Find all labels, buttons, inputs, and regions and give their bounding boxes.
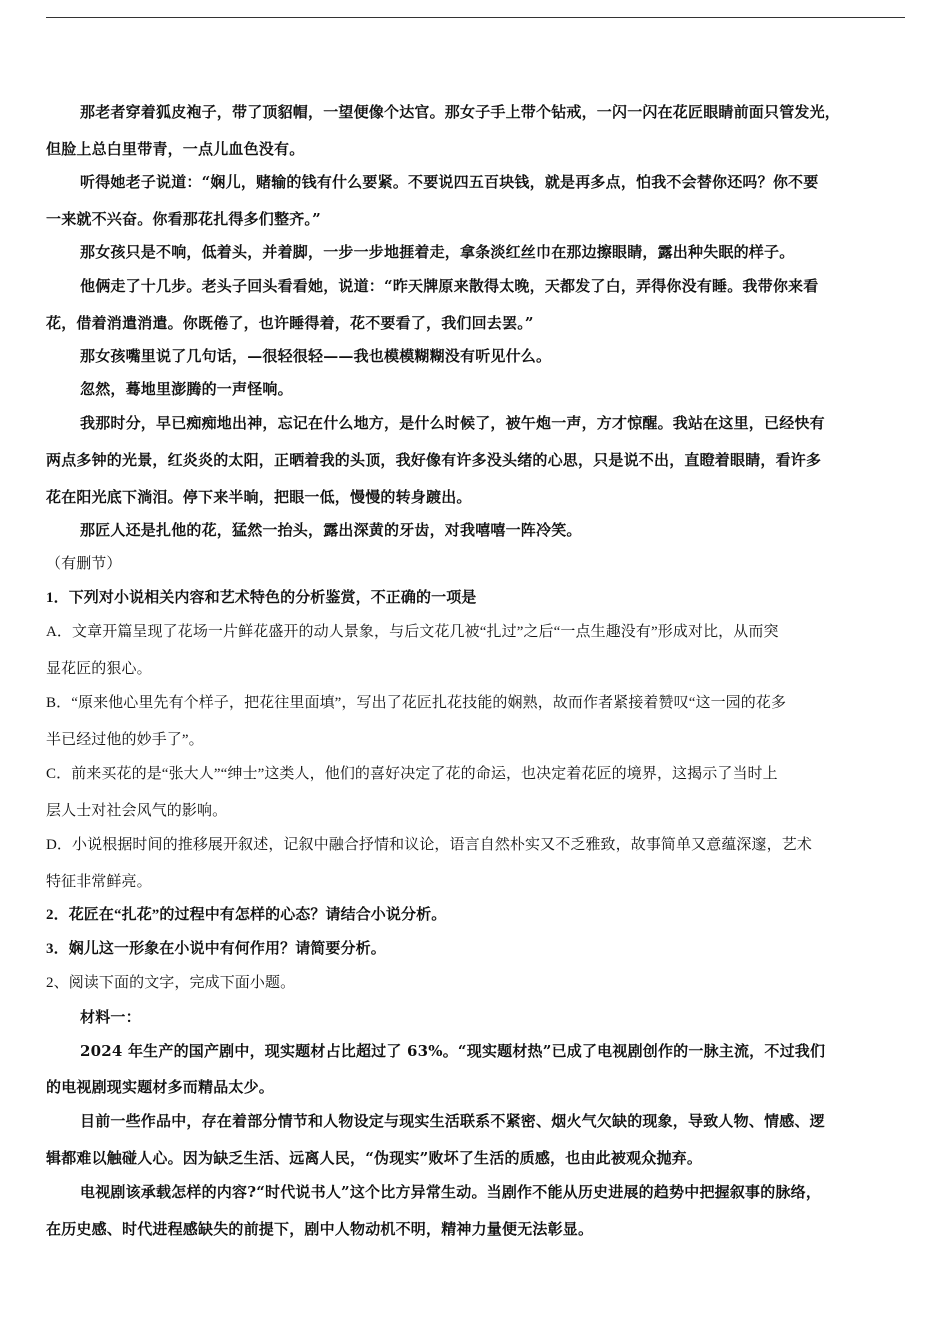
material-line: 目前一些作品中，存在着部分情节和人物设定与现实生活联系不紧密、烟火气欠缺的现象，导致人物、情感、逻	[80, 1112, 825, 1130]
passage-line: 花在阳光底下淌泪。停下来半晌，把眼一低，慢慢的转身踱出。	[46, 488, 472, 506]
option-line: B．“原来他心里先有个样子，把花往里面填”，写出了花匠扎花技能的娴熟，故而作者紧接着赞叹“这一园的花多	[46, 695, 787, 711]
option-line: A．文章开篇呈现了花场一片鲜花盛开的动人景象，与后文花几被“扎过”之后“一点生趣没有”形成对比，从而突	[46, 624, 779, 640]
option-line: C．前来买花的是“张大人”“绅士”这类人，他们的喜好决定了花的命运，也决定着花匠的境界，这揭示了当时上	[46, 766, 778, 782]
passage-line: 听得她老子说道：“娴儿，赌输的钱有什么要紧。不要说四五百块钱，就是再多点，怕我不会替你还吗？你不要	[80, 173, 819, 191]
material-line: 的电视剧现实题材多而精品太少。	[46, 1078, 275, 1096]
question-line: 3．娴儿这一形象在小说中有何作用？请简要分析。	[46, 941, 386, 957]
header-rule	[46, 17, 905, 18]
passage-line: 我那时分，早已痴痴地出神，忘记在什么地方，是什么时候了，被午炮一声，方才惊醒。我站在这里，已经快有	[80, 414, 825, 432]
passage-line: 那女孩只是不响，低着头，并着脚，一步一步地捱着走，拿条淡红丝巾在那边擦眼睛，露出种失眠的样子。	[80, 243, 795, 261]
option-line: D．小说根据时间的推移展开叙述，记叙中融合抒情和议论，语言自然朴实又不乏雅致，故事简单又意蕴深邃，艺术	[46, 837, 812, 853]
section-heading: 2、阅读下面的文字，完成下面小题。	[46, 975, 296, 991]
question-line: 2．花匠在“扎花”的过程中有怎样的心态？请结合小说分析。	[46, 907, 447, 923]
option-line: 层人士对社会风气的影响。	[46, 803, 228, 819]
excerpt-note: （有删节）	[46, 556, 122, 572]
passage-line: 两点多钟的光景，红炎炎的太阳，正晒着我的头顶，我好像有许多没头绪的心思，只是说不出，直瞪着眼睛，看许多	[46, 451, 822, 469]
material-line: 2024 年生产的国产剧中，现实题材占比超过了 63%。“现实题材热”已成了电视剧创作的一脉主流，不过我们	[80, 1042, 826, 1060]
passage-line: 那老者穿着狐皮袍子，带了顶貂帽，一望便像个达官。那女子手上带个钻戒，一闪一闪在花匠眼睛前面只管发光，	[80, 103, 841, 121]
passage-line: 花，借着消遣消遣。你既倦了，也许睡得着，花不要看了，我们回去罢。”	[46, 314, 534, 332]
question-line: 1．下列对小说相关内容和艺术特色的分析鉴赏，不正确的一项是	[46, 590, 477, 606]
passage-line: 他俩走了十几步。老头子回头看看她，说道：“昨天牌原来散得太晚，天都发了白，弄得你没有睡。我带你来看	[80, 277, 819, 295]
material-line: 在历史感、时代进程感缺失的前提下，剧中人物动机不明，精神力量便无法彰显。	[46, 1220, 594, 1238]
material-line: 电视剧该承载怎样的内容?“时代说书人”这个比方异常生动。当剧作不能从历史进展的趋势中把握叙事的脉络，	[80, 1183, 822, 1201]
option-line: 显花匠的狠心。	[46, 661, 152, 677]
passage-line: 那女孩嘴里说了几句话，—很轻很轻——我也模模糊糊没有听见什么。	[80, 347, 552, 365]
passage-line: 那匠人还是扎他的花，猛然一抬头，露出深黄的牙齿，对我嘻嘻一阵冷笑。	[80, 521, 582, 539]
passage-line: 忽然，蓦地里澎腾的一声怪响。	[80, 380, 293, 398]
material-heading: 材料一：	[80, 1008, 141, 1026]
option-line: 特征非常鲜亮。	[46, 874, 152, 890]
passage-line: 一来就不兴奋。你看那花扎得多们整齐。”	[46, 210, 321, 228]
option-line: 半已经过他的妙手了”。	[46, 732, 204, 748]
material-line: 辑都难以触碰人心。因为缺乏生活、远离人民，“伪现实”败坏了生活的质感，也由此被观众抛弃。	[46, 1149, 703, 1167]
passage-line: 但脸上总白里带青，一点儿血色没有。	[46, 140, 305, 158]
